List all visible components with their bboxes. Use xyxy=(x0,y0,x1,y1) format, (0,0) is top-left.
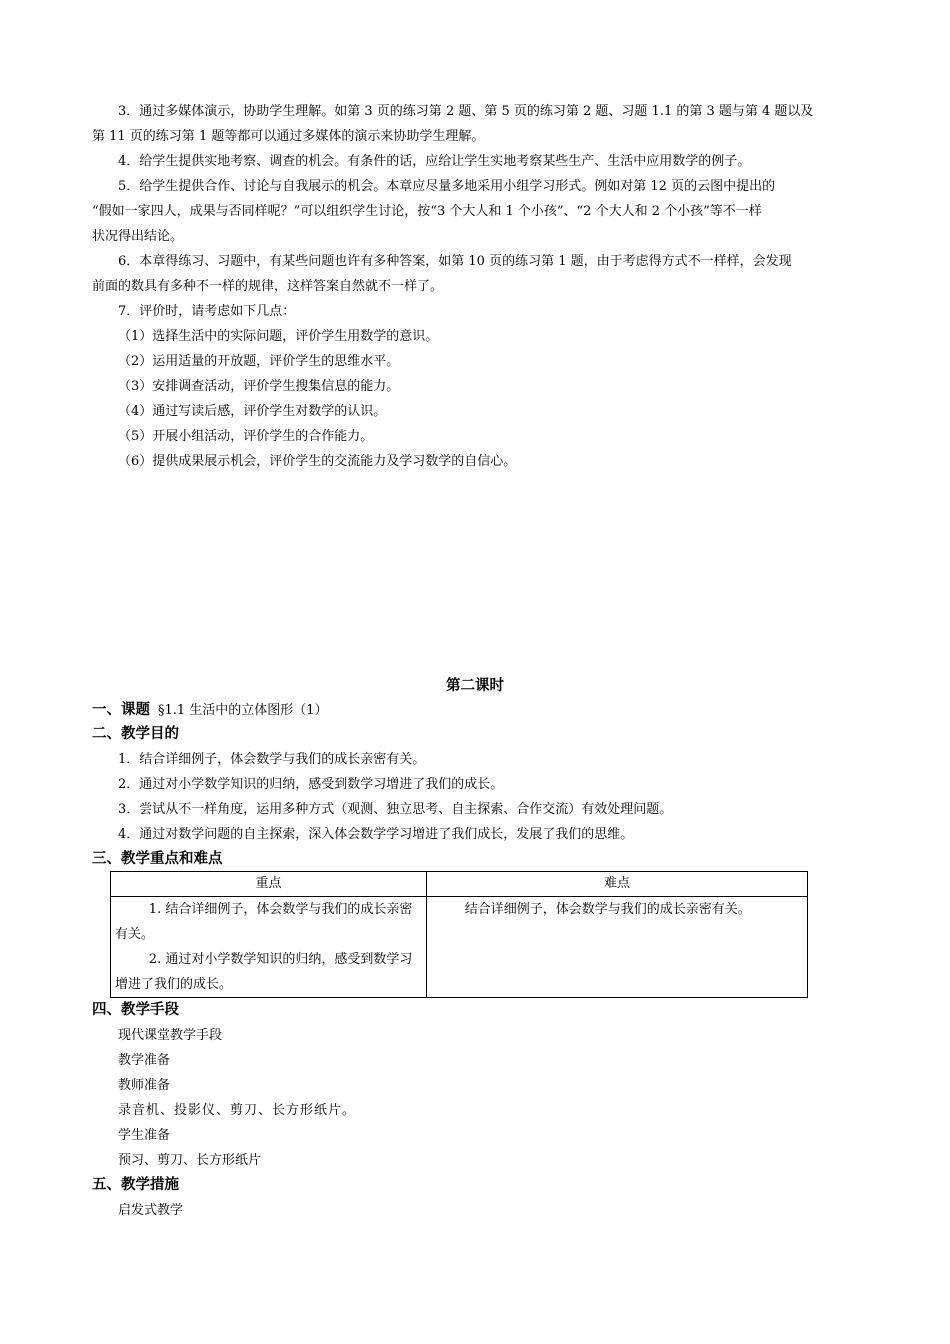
measures-line: 启发式教学 xyxy=(118,1203,184,1218)
means-line: 现代课堂教学手段 xyxy=(118,1028,223,1043)
paragraph-line: 4．给学生提供实地考察、调查的机会。有条件的话，应给让学生实地考察某些生产、生活中应用数学的例子。 xyxy=(118,154,751,169)
objective-item: 2．通过对小学数学知识的归纳，感受到数学习增进了我们的成长。 xyxy=(118,777,504,792)
header-difficulties: 难点 xyxy=(427,872,808,897)
list-item: （4）通过写读后感，评价学生对数学的认识。 xyxy=(118,404,387,419)
topic-text: §1.1 生活中的立体图形（1） xyxy=(158,703,328,718)
key-points-cell xyxy=(111,897,427,998)
paragraph-line: “假如一家四人，成果与否同样呢？”可以组织学生讨论，按“3 个大人和 1 个小孩”、“2 个大人和 2 个小孩”等不一样 xyxy=(92,204,762,219)
difficulties-cell xyxy=(427,897,808,998)
means-line: 录音机、投影仪、剪刀、长方形纸片。 xyxy=(118,1103,357,1118)
list-item: （2）运用适量的开放题，评价学生的思维水平。 xyxy=(118,354,400,369)
paragraph-line: 3．通过多媒体演示，协助学生理解。如第 3 页的练习第 2 题、第 5 页的练习第 2 题、习题 1.1 的第 3 题与第 4 题以及 xyxy=(118,104,814,119)
paragraph-line: 第 11 页的练习第 1 题等都可以通过多媒体的演示来协助学生理解。 xyxy=(92,129,485,144)
means-line: 预习、剪刀、长方形纸片 xyxy=(118,1153,262,1168)
list-item: （6）提供成果展示机会，评价学生的交流能力及学习数学的自信心。 xyxy=(118,454,517,469)
header-key-points: 重点 xyxy=(111,872,427,897)
lesson-title: 第二课时 xyxy=(446,678,504,694)
list-item: （1）选择生活中的实际问题，评价学生用数学的意识。 xyxy=(118,329,439,344)
paragraph-line: 5．给学生提供合作、讨论与自我展示的机会。本章应尽量多地采用小组学习形式。例如对第 12 页的云图中提出的 xyxy=(118,179,776,194)
difficulty-item: 结合详细例子，体会数学与我们的成长亲密有关。 xyxy=(464,902,751,917)
section-heading-teaching-means: 四、教学手段 xyxy=(92,1002,179,1018)
means-line: 教学准备 xyxy=(118,1053,171,1068)
key-point-item: 2. 通过对小学数学知识的归纳，感受到数学习增进了我们的成长。 xyxy=(115,952,413,992)
list-item: （5）开展小组活动，评价学生的合作能力。 xyxy=(118,429,374,444)
section-heading-teaching-measures: 五、教学措施 xyxy=(92,1177,179,1193)
means-line: 教师准备 xyxy=(118,1078,171,1093)
objective-item: 4．通过对数学问题的自主探索，深入体会数学学习增进了我们成长，发展了我们的思维。 xyxy=(118,827,634,842)
paragraph-line: 状况得出结论。 xyxy=(92,229,184,244)
section-heading-label: 一、课题 xyxy=(92,702,150,718)
table-row xyxy=(111,897,808,998)
section-heading-objectives: 二、教学目的 xyxy=(92,726,179,742)
means-line: 学生准备 xyxy=(118,1128,171,1143)
objective-item: 3．尝试从不一样角度，运用多种方式（观测、独立思考、自主探索、合作交流）有效处理问题。 xyxy=(118,802,673,817)
objective-item: 1．结合详细例子，体会数学与我们的成长亲密有关。 xyxy=(118,752,426,767)
key-points-table xyxy=(110,871,808,998)
paragraph-line: 前面的数具有多种不一样的规律，这样答案自然就不一样了。 xyxy=(92,279,444,294)
key-point-item: 1. 结合详细例子，体会数学与我们的成长亲密有关。 xyxy=(115,902,413,942)
section-heading-key-points: 三、教学重点和难点 xyxy=(92,851,223,867)
section-heading-topic xyxy=(92,698,328,723)
paragraph-line: 7．评价时，请考虑如下几点： xyxy=(118,304,296,319)
table-header-row xyxy=(111,872,808,897)
paragraph-line: 6．本章得练习、习题中，有某些问题也许有多种答案，如第 10 页的练习第 1 题，由于考虑得方式不一样样，会发现 xyxy=(118,254,792,269)
list-item: （3）安排调查活动，评价学生搜集信息的能力。 xyxy=(118,379,400,394)
